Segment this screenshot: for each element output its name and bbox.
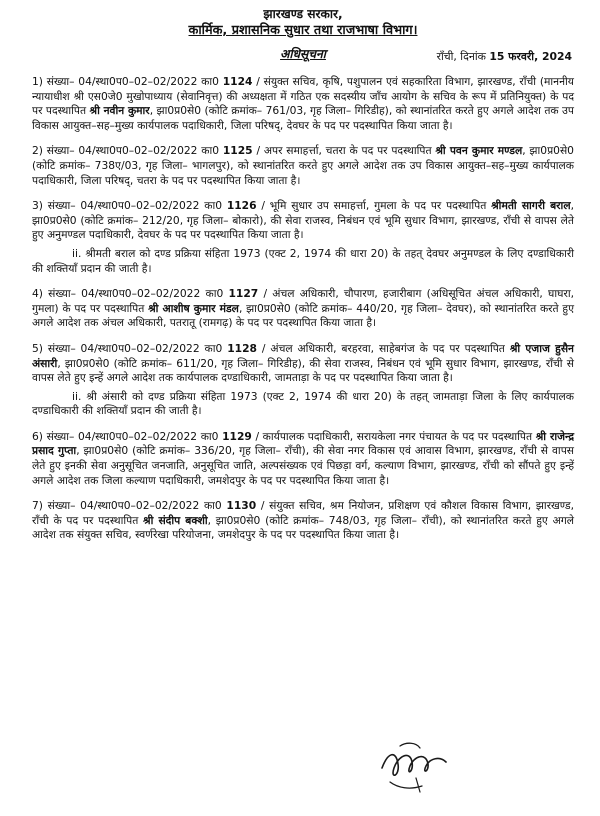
order-body: / कार्यपालक पदाधिकारी, सरायकेला नगर पंचायत के पद पर पदस्थापित — [255, 429, 533, 443]
order-body: / संयुक्त सचिव, श्रम नियोजन, प्रशिक्षण एवं कौशल विकास विभाग, झारखण्ड, राँची के पद पर पदस्थापित — [32, 499, 574, 527]
order-paragraph-6 — [32, 430, 574, 488]
order-body: / अंचल अधिकारी, बरहरवा, साहेबगंज के पद पर पदस्थापित — [261, 341, 505, 355]
order-number: 1130 — [226, 499, 257, 513]
officer-name: श्रीमती सागरी बराल — [491, 199, 571, 213]
order-head: 4) संख्या– 04/स्था0प0–02–02/2022 का0 — [32, 287, 224, 301]
order-paragraph-1 — [32, 75, 574, 133]
order-number: 1124 — [222, 75, 253, 88]
officer-name: श्री एजाज हुसैन अंसारी — [32, 341, 574, 370]
order-head: 3) संख्या– 04/स्था0प0–02–02/2022 का0 — [32, 199, 223, 213]
order-subclause-3: ii. श्रीमती बराल को दण्ड प्रक्रिया संहिता 1973 (एक्ट 2, 1974 की धारा 20) के तहत् देवघर अनुमण्डल के लिए दण्डाधिकारी की शक्तियाँ प्रदान की जाती है। — [32, 246, 574, 275]
order-number: 1126 — [226, 199, 257, 213]
date-value: 15 फरवरी, 2024 — [489, 50, 572, 63]
order-paragraph-3 — [32, 199, 574, 243]
order-head: 6) संख्या– 04/स्था0प0–02–02/2022 का0 — [32, 429, 219, 443]
order-body-cont: , झा0प्र0से0 (कोटि क्रमांक– 761/03, गृह जिला– गिरिडीह), को स्थानांतरित करते हुए अगले आदेश तक उप विकास आयुक्त–सह–मुख्य कार्यपालक पदाधिकारी, जिला परिषद्, देवघर के पद पर पदस्थापित किया जाता है। — [32, 104, 574, 132]
order-head: 2) संख्या– 04/स्था0प0–02–02/2022 का0 — [32, 144, 220, 158]
handwritten-signature — [376, 738, 456, 796]
order-paragraph-2 — [32, 144, 574, 188]
order-body-cont: , झा0प्र0से0 (कोटि क्रमांक– 748/03, गृह जिला– राँची), को स्थानांतरित करते हुए अगले आदेश तक संयुक्त सचिव, स्वर्णरेखा परियोजना, जमशेदपुर के पद पर पदस्थापित किया जाता है। — [32, 513, 574, 542]
order-body-cont: , झा0प्र0से0 (कोटि क्रमांक– 611/20, गृह जिला– गिरिडीह), की सेवा राजस्व, निबंधन एवं भूमि सुधार विभाग, झारखण्ड, राँची से वापस लेते हुए इन्हें अगले आदेश तक कार्यपालक दण्डाधिकारी, जामताड़ा के पद पर पदस्थापित किया जाता है। — [32, 356, 574, 385]
order-number: 1129 — [222, 429, 252, 443]
order-body-cont: , झा0प्र0से0 (कोटि क्रमांक– 336/20, गृह जिला– राँची), की सेवा नगर विकास एवं आवास विभाग, झारखण्ड, राँची से वापस लेते हुए इनकी सेवा अनुसूचित जनजाति, अनुसूचित जाति, अल्पसंख्यक एवं पिछड़ा वर्ग, कल्याण विभाग, झारखण्ड, राँची को सौंपते हुए इन्हें अगले आदेश तक जिला कल्याण पदाधिकारी, जमशेदपुर के पद पर पदस्थापित किया जाता है। — [32, 444, 574, 487]
notification-title: अधिसूचना — [280, 47, 326, 61]
order-paragraph-7 — [32, 499, 574, 543]
order-body: / अपर समाहर्त्ता, चतरा के पद पर पदस्थापित — [256, 144, 432, 158]
department-name: कार्मिक, प्रशासनिक सुधार तथा राजभाषा विभाग। — [188, 23, 418, 38]
officer-name: श्री राजेन्द्र प्रसाद गुप्ता — [32, 429, 575, 458]
order-body-cont: , झा0प्र0से0 (कोटि क्रमांक– 212/20, गृह जिला– बोकारो), की सेवा राजस्व, निबंधन एवं भूमि सुधार विभाग, झारखण्ड, राँची से वापस लेते हुए अनुमण्डल पदाधिकारी, देवघर के पद पर पदस्थापित किया जाता है। — [32, 199, 574, 242]
order-body: / संयुक्त सचिव, कृषि, पशुपालन एवं सहकारिता विभाग, झारखण्ड, राँची (माननीय न्यायाधीश श्री एस0जे0 मुखोपाध्याय (सेवानिवृत्त) की अध्यक्षता में गठित एक सदस्यीय जाँच आयोग के सचिव के रूप में प्रतिनियुक्त) के पद पर पदस्थापित — [32, 75, 574, 118]
officer-name: श्री संदीप बक्शी — [143, 513, 208, 527]
order-body: / अंचल अधिकारी, चौपारण, हजारीबाग (अधिसूचित अंचल अधिकारी, घाघरा, गुमला) के पद पर पदस्थापित — [32, 287, 574, 315]
order-subclause-5: ii. श्री अंसारी को दण्ड प्रक्रिया संहिता 1973 (एक्ट 2, 1974 की धारा 20) के तहत् जामताड़ा जिला के लिए कार्यपालक दण्डाधिकारी की शक्तियाँ प्रदान की जाती है। — [32, 389, 574, 418]
officer-name: श्री नवीन कुमार — [89, 104, 150, 118]
date-prefix: राँची, दिनांक — [436, 50, 486, 63]
order-paragraph-5 — [32, 342, 574, 386]
govt-name: झारखण्ड सरकार, — [263, 7, 343, 21]
order-head: 1) संख्या– 04/स्था0प0–02–02/2022 का0 — [32, 75, 219, 88]
order-number: 1127 — [228, 287, 259, 301]
order-number: 1128 — [227, 341, 257, 355]
order-body-cont: , झा0प्र0से0 (कोटि क्रमांक– 440/20, गृह जिला– देवघर), को स्थानांतरित करते हुए अगले आदेश तक अंचल अधिकारी, पतरातू (रामगढ़) के पद पर पदस्थापित किया जाता है। — [32, 301, 575, 330]
order-head: 7) संख्या– 04/स्था0प0–02–02/2022 का0 — [32, 499, 222, 513]
order-paragraph-4 — [32, 287, 574, 331]
officer-name: श्री पवन कुमार मण्डल — [435, 144, 523, 158]
order-body-cont: , झा0प्र0से0 (कोटि क्रमांक– 738ए/03, गृह जिला– भागलपुर), को स्थानांतरित करते हुए अगले आदेश तक उप विकास आयुक्त–सह–मुख्य कार्यपालक पदाधिकारी, जिला परिषद्, चतरा के पद पर पदस्थापित किया जाता है। — [32, 144, 574, 187]
order-head: 5) संख्या– 04/स्था0प0–02–02/2022 का0 — [32, 341, 223, 355]
officer-name: श्री आशीष कुमार मंडल — [148, 301, 239, 315]
order-number: 1125 — [222, 144, 253, 158]
order-body: / भूमि सुधार उप समाहर्त्ता, गुमला के पद पर पदस्थापित — [261, 199, 487, 213]
